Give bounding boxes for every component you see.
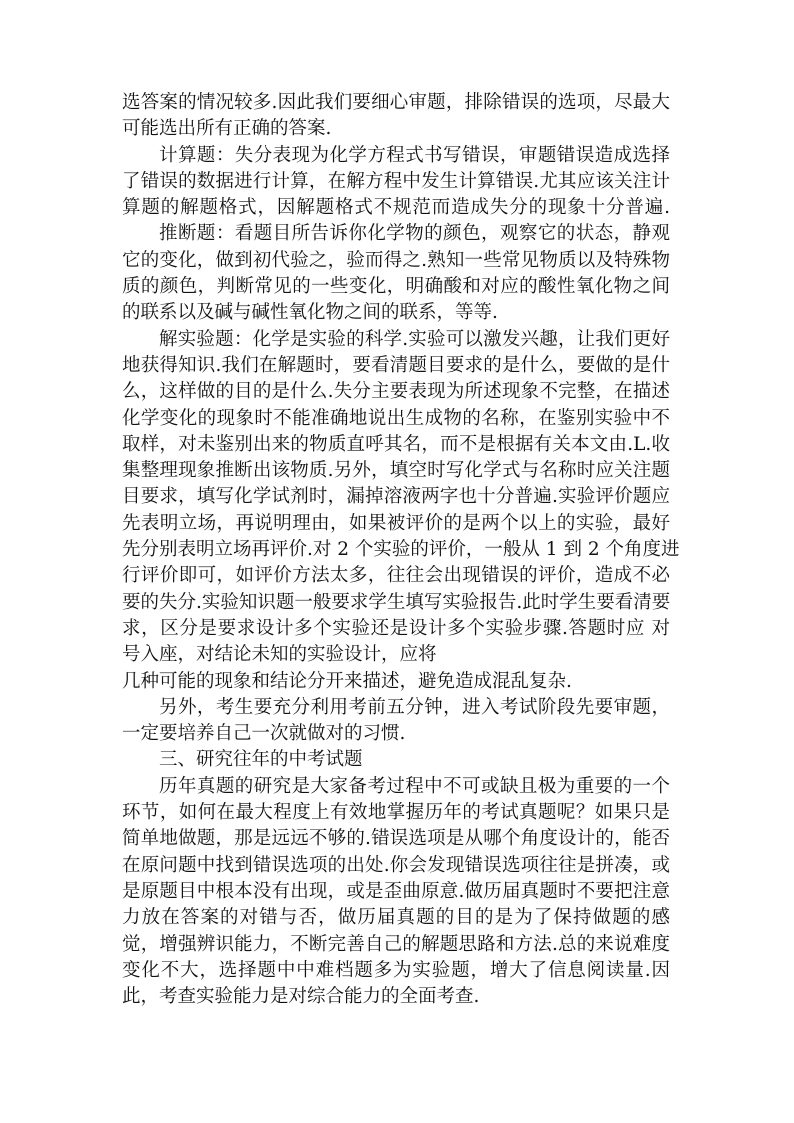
text-line: 号入座，对结论未知的实验设计，应将 bbox=[122, 644, 437, 666]
text-line: 目要求，填写化学试剂时，漏掉溶液两字也十分普遍.实验评价题应 bbox=[122, 486, 670, 508]
text-line: 化学变化的现象时不能准确地说出生成物的名称，在鉴别实验中不 bbox=[122, 407, 670, 429]
text-line: 环节，如何在最大程度上有效地掌握历年的考试真题呢？如果只是 bbox=[122, 802, 670, 824]
text-line: 了错误的数据进行计算，在解方程中发生计算错误.尤其应该关注计 bbox=[122, 170, 670, 192]
text-line: 几种可能的现象和结论分开来描述，避免造成混乱复杂. bbox=[122, 670, 572, 692]
text-line: 解实验题：化学是实验的科学.实验可以激发兴趣，让我们更好 bbox=[159, 328, 670, 350]
text-line: 一定要培养自己一次就做对的习惯. bbox=[122, 723, 406, 745]
text-line: 可能选出所有正确的答案. bbox=[122, 118, 332, 140]
text-line: 简单地做题，那是远远不够的.错误选项是从哪个角度设计的，能否 bbox=[122, 828, 670, 850]
text-line: 在原问题中找到错误选项的出处.你会发现错误选项往往是拼凑，或 bbox=[122, 854, 670, 876]
text-line: 它的变化，做到初代验之，验而得之.熟知一些常见物质以及特殊物 bbox=[122, 249, 670, 271]
text-line: 此，考查实验能力是对综合能力的全面考查. bbox=[122, 986, 480, 1008]
text-line: 求，区分是要求设计多个实验还是设计多个实验步骤.答题时应 对 bbox=[122, 617, 670, 639]
text-line: 历年真题的研究是大家备考过程中不可或缺且极为重要的一个 bbox=[159, 775, 670, 797]
text-line: 觉，增强辨识能力，不断完善自己的解题思路和方法.总的来说难度 bbox=[122, 933, 670, 955]
document-body bbox=[122, 90, 680, 1010]
text-line: 取样，对未鉴别出来的物质直呼其名，而不是根据有关本文由.L.收 bbox=[122, 433, 670, 455]
text-line: 力放在答案的对错与否，做历届真题的目的是为了保持做题的感 bbox=[122, 907, 670, 929]
text-line: 行评价即可，如评价方法太多，往往会出现错误的评价，造成不必 bbox=[122, 565, 670, 587]
text-line: 先表明立场，再说明理由，如果被评价的是两个以上的实验，最好 bbox=[122, 512, 670, 534]
text-line: 计算题：失分表现为化学方程式书写错误，审题错误造成选择 bbox=[159, 144, 670, 166]
text-line: 另外，考生要充分利用考前五分钟，进入考试阶段先要审题， bbox=[159, 696, 670, 718]
text-line: 地获得知识.我们在解题时，要看清题目要求的是什么，要做的是什 bbox=[122, 354, 670, 376]
text-line: 集整理现象推断出该物质.另外，填空时写化学式与名称时应关注题 bbox=[122, 460, 670, 482]
text-line: 选答案的情况较多.因此我们要细心审题，排除错误的选项，尽最大 bbox=[122, 92, 670, 113]
text-line: 先分别表明立场再评价.对 2 个实验的评价，一般从 1 到 2 个角度进 bbox=[122, 539, 680, 561]
text-line: 三、研究往年的中考试题 bbox=[159, 749, 363, 771]
text-line: 算题的解题格式，因解题格式不规范而造成失分的现象十分普遍. bbox=[122, 197, 670, 219]
text-line: 要的失分.实验知识题一般要求学生填写实验报告.此时学生要看清要 bbox=[122, 591, 671, 613]
text-line: 是原题目中根本没有出现，或是歪曲原意.做历届真题时不要把注意 bbox=[122, 880, 670, 902]
text-line: 质的颜色，判断常见的一些变化，明确酸和对应的酸性氧化物之间 bbox=[122, 276, 670, 298]
text-line: 的联系以及碱与碱性氧化物之间的联系，等等. bbox=[122, 302, 498, 324]
text-line: 变化不大，选择题中中难档题多为实验题，增大了信息阅读量.因 bbox=[122, 959, 670, 981]
text-line: 么，这样做的目的是什么.失分主要表现为所述现象不完整，在描述 bbox=[122, 381, 670, 403]
text-line: 推断题：看题目所告诉你化学物的颜色，观察它的状态，静观 bbox=[159, 223, 670, 245]
